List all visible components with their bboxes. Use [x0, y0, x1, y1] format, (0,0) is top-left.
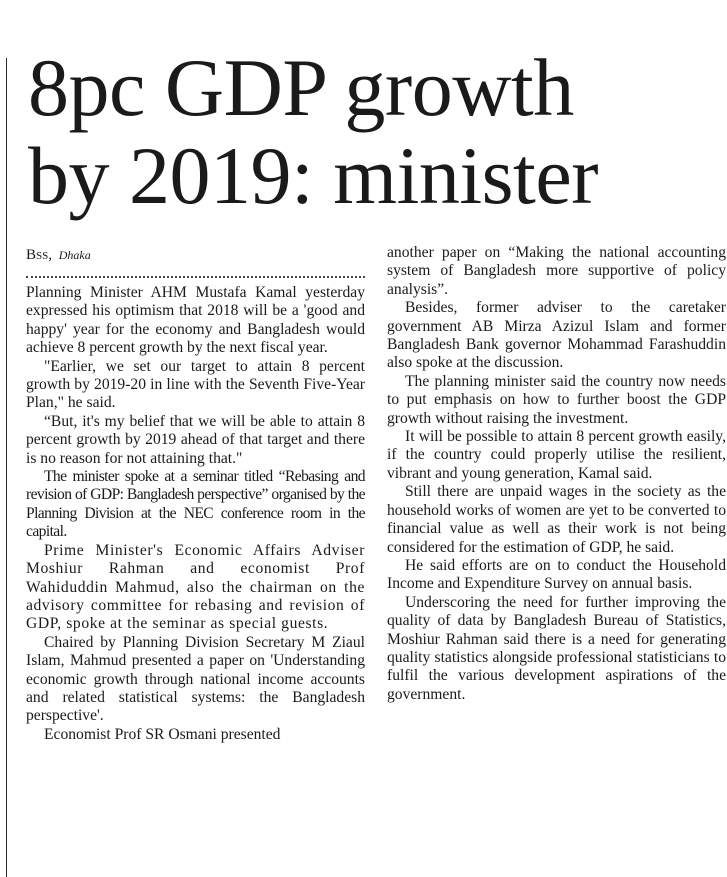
- paragraph: Chaired by Planning Division Secretary M Ziaul Islam, Mahmud presented a paper on 'Understanding economic growth through national income accounts and related statistical systems: the Bangladesh perspective'.: [26, 633, 365, 725]
- paragraph: Still there are unpaid wages in the society as the household works of women are yet to be converted to financial value as well as their work is not being considered for the estimation of GDP, he said.: [387, 483, 726, 556]
- paragraph: Prime Minister's Economic Affairs Adviser Moshiur Rahman and economist Prof Wahiduddin Mahmud, also the chairman on the advisory committee for rebasing and revision of GDP, spoke at the seminar as special guests.: [26, 541, 365, 633]
- paragraph: It will be possible to attain 8 percent growth easily, if the country could properly utilise the resilient, vibrant and young generation, Kamal said.: [387, 428, 726, 482]
- article-body: [26, 244, 726, 877]
- byline: [26, 244, 365, 270]
- paragraph: another paper on “Making the national accounting system of Bangladesh more supportive of policy analysis”.: [387, 244, 726, 298]
- paragraph: Economist Prof SR Osmani presented: [44, 725, 281, 743]
- paragraph: He said efforts are on to conduct the Household Income and Expenditure Survey on annual basis.: [387, 556, 726, 593]
- right-column: [387, 244, 726, 704]
- column-rule: [6, 58, 7, 877]
- byline-divider: [26, 276, 365, 278]
- paragraph: “But, it's my belief that we will be able to attain 8 percent growth by 2019 ahead of that target and there is no reason for not attaining that.": [26, 412, 365, 467]
- headline-line-2: by 2019: minister: [28, 130, 599, 221]
- paragraph: "Earlier, we set our target to attain 8 percent growth by 2019-20 in line with the Seventh Five-Year Plan," he said.: [26, 357, 365, 412]
- left-column: [26, 244, 365, 744]
- byline-place: Dhaka: [58, 248, 91, 262]
- paragraph: Besides, former adviser to the caretaker government AB Mirza Azizul Islam and former Bangladesh Bank governor Mohammad Farashuddin also spoke at the discussion.: [387, 299, 726, 372]
- paragraph: Underscoring the need for further improving the quality of data by Bangladesh Bureau of Statistics, Moshiur Rahman said there is a need for generating quality statistics alongside professional statisticians to fulfil the various development aspirations of the government.: [387, 593, 726, 703]
- byline-agency: Bss,: [26, 247, 52, 263]
- headline-line-1: 8pc GDP growth: [28, 42, 574, 133]
- headline: [28, 44, 598, 220]
- paragraph: The planning minister said the country now needs to put emphasis on how to further boost the GDP growth without raising the investment.: [387, 372, 726, 427]
- paragraph: The minister spoke at a seminar titled “Rebasing and revision of GDP: Bangladesh perspective” organised by the Planning Division at the NEC conference room in the capital.: [26, 468, 365, 541]
- paragraph: Planning Minister AHM Mustafa Kamal yesterday expressed his optimism that 2018 will be a 'good and happy' year for the economy and Bangladesh would achieve 8 percent growth by the next fiscal year.: [26, 284, 365, 357]
